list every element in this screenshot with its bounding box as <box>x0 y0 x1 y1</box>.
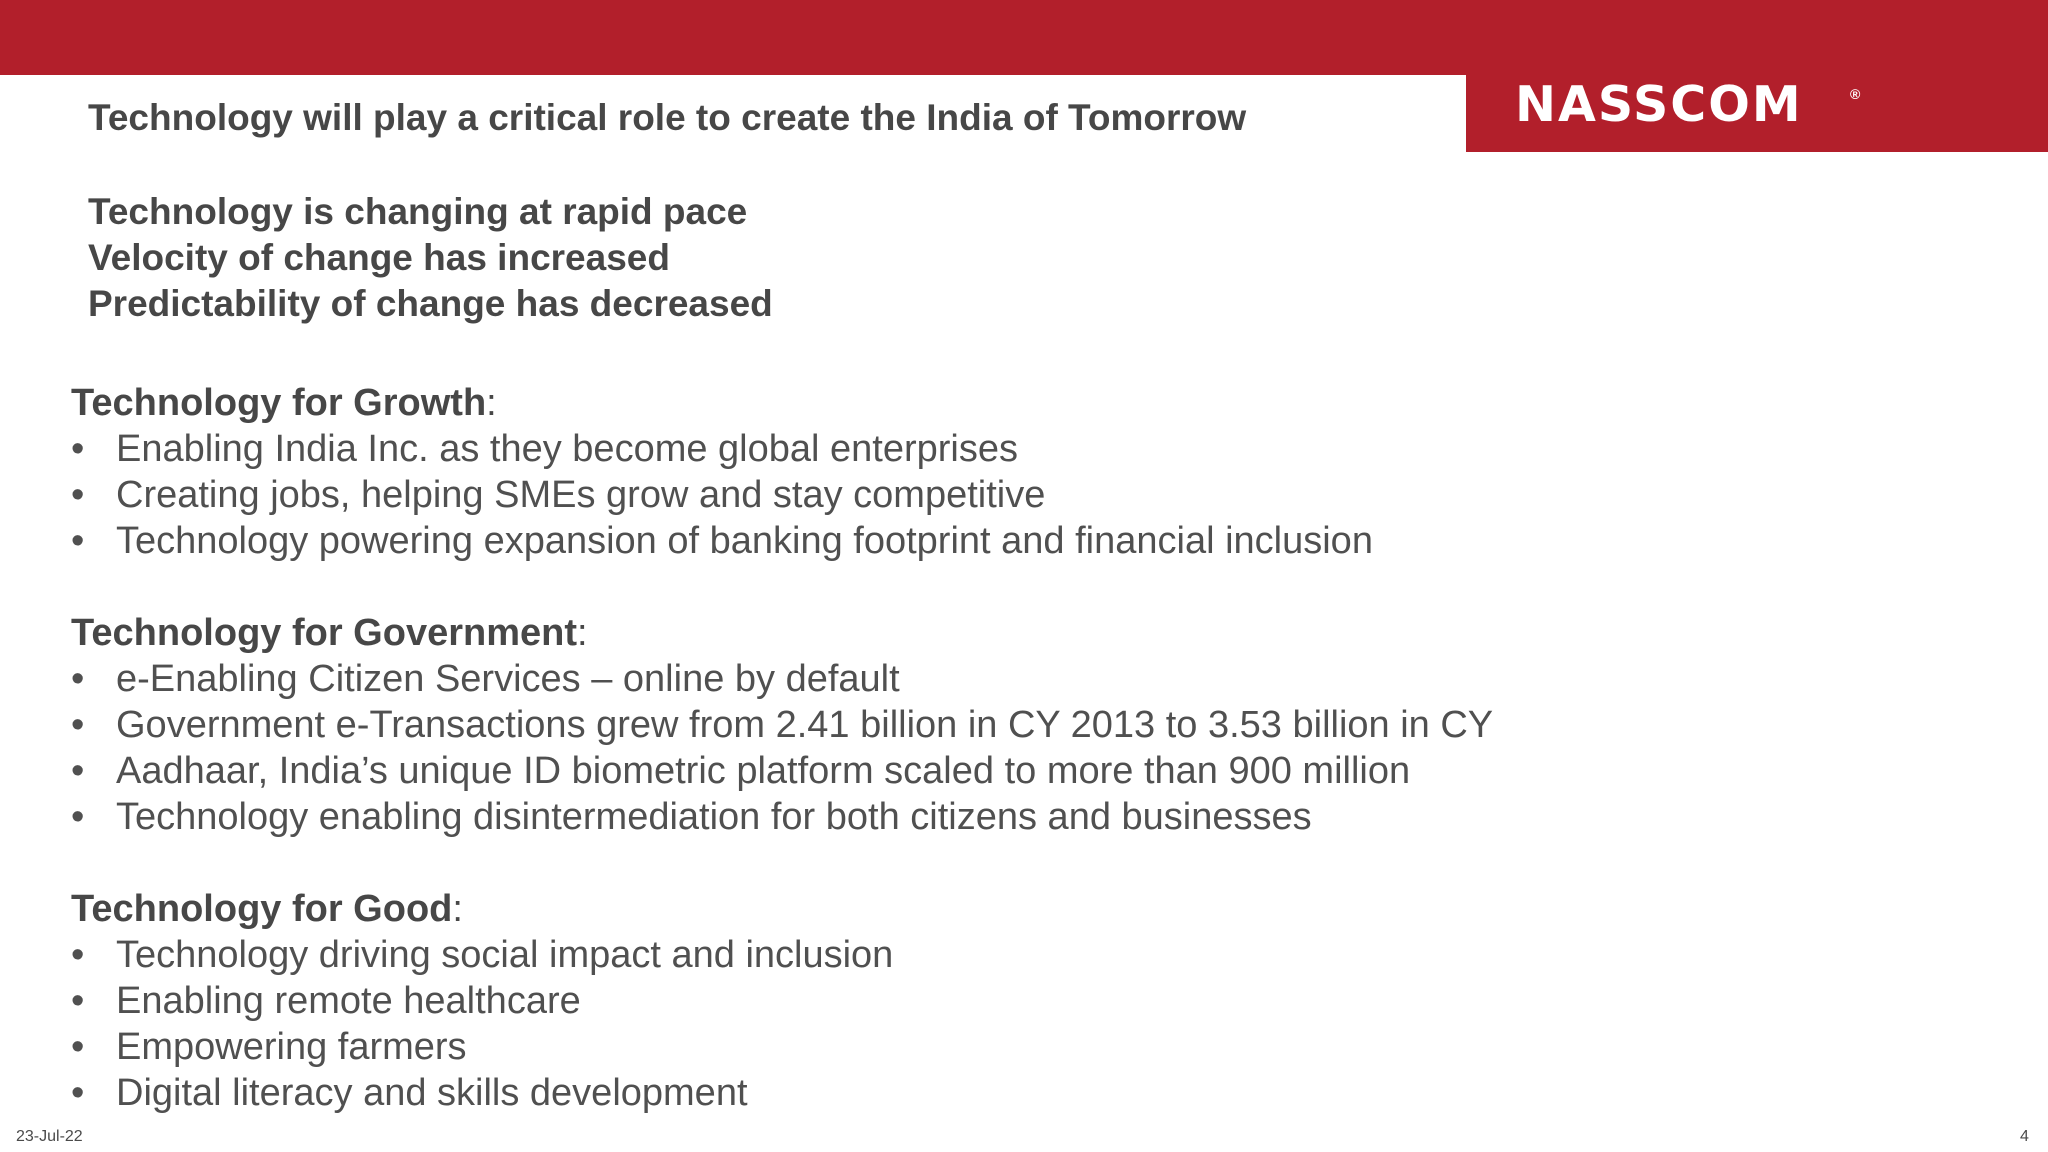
bullet-icon: • <box>71 428 85 470</box>
bullet-icon: • <box>71 980 85 1022</box>
list-item-text: Enabling India Inc. as they become global enterprises <box>116 428 1018 470</box>
intro-block <box>88 189 773 327</box>
section-good <box>71 886 893 1116</box>
section-title-text: Technology for Growth <box>71 382 487 424</box>
list-item-text: Technology powering expansion of banking footprint and financial inclusion <box>116 520 1373 562</box>
list-item-text: Empowering farmers <box>116 1026 467 1068</box>
footer-date: 23-Jul-22 <box>16 1128 83 1145</box>
bullet-icon: • <box>71 750 85 792</box>
slide-heading: Technology will play a critical role to create the India of Tomorrow <box>88 97 1247 138</box>
section-growth <box>71 380 1373 564</box>
section-title <box>71 610 1493 656</box>
list-item <box>71 748 1493 794</box>
nasscom-logo: NASSCOM <box>1515 76 1803 133</box>
list-item <box>71 978 893 1024</box>
section-title <box>71 886 893 932</box>
bullet-icon: • <box>71 474 85 516</box>
list-item <box>71 426 1373 472</box>
bullet-icon: • <box>71 934 85 976</box>
bullet-icon: • <box>71 796 85 838</box>
section-title-text: Technology for Good <box>71 888 453 930</box>
list-item <box>71 656 1493 702</box>
registered-mark: ® <box>1850 86 1861 102</box>
list-item-text: Government e-Transactions grew from 2.41 billion in CY 2013 to 3.53 billion in CY <box>116 704 1494 746</box>
list-item <box>71 1070 893 1116</box>
list-item-text: Enabling remote healthcare <box>116 980 581 1022</box>
bullet-icon: • <box>71 1026 85 1068</box>
intro-line: Technology is changing at rapid pace <box>88 191 748 232</box>
list-item <box>71 932 893 978</box>
section-title-text: Technology for Government <box>71 612 578 654</box>
bullet-icon: • <box>71 658 85 700</box>
intro-line: Velocity of change has increased <box>88 237 670 278</box>
bullet-icon: • <box>71 704 85 746</box>
bullet-icon: • <box>71 1072 85 1114</box>
list-item <box>71 794 1493 840</box>
section-title-colon: : <box>486 382 497 424</box>
bullet-icon: • <box>71 520 85 562</box>
list-item-text: Technology driving social impact and inclusion <box>116 934 894 976</box>
section-title-colon: : <box>577 612 588 654</box>
list-item-text: Technology enabling disintermediation for both citizens and businesses <box>116 796 1312 838</box>
page-number: 4 <box>2020 1128 2029 1145</box>
list-item-text: Digital literacy and skills development <box>116 1072 748 1114</box>
list-item <box>71 472 1373 518</box>
section-title-colon: : <box>452 888 463 930</box>
intro-line: Predictability of change has decreased <box>88 283 773 324</box>
list-item-text: Creating jobs, helping SMEs grow and stay competitive <box>116 474 1046 516</box>
list-item-text: Aadhaar, India’s unique ID biometric platform scaled to more than 900 million <box>116 750 1411 792</box>
section-title <box>71 380 1373 426</box>
list-item <box>71 518 1373 564</box>
list-item <box>71 1024 893 1070</box>
section-government <box>71 610 1493 840</box>
list-item <box>71 702 1493 748</box>
list-item-text: e-Enabling Citizen Services – online by default <box>116 658 900 700</box>
